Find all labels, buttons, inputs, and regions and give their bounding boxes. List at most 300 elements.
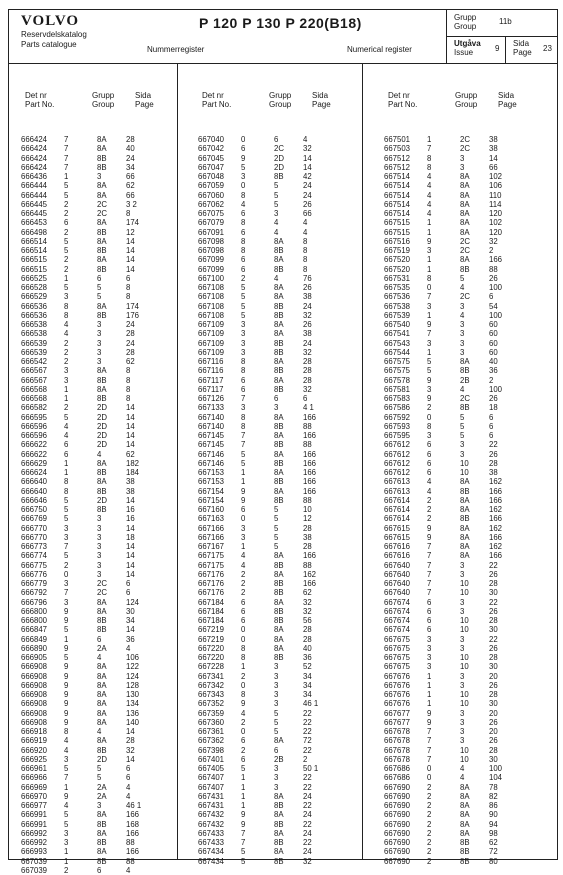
group-code: 3	[460, 680, 465, 690]
part-suffix: 7	[64, 773, 69, 783]
part-number: 667640	[384, 588, 411, 598]
group-code: 3	[460, 736, 465, 746]
group-code: 8B	[460, 264, 470, 274]
group-code: 3	[274, 671, 279, 681]
group-code: 8B	[274, 653, 284, 662]
part-suffix: 0	[241, 680, 246, 690]
part-number: 667039	[21, 865, 48, 875]
part-number: 667146	[198, 458, 225, 468]
part-suffix: 6	[241, 264, 246, 274]
part-suffix: 5	[64, 625, 69, 635]
page-number: 26	[489, 449, 498, 459]
group-code: 8A	[97, 301, 107, 311]
part-number: 666640	[21, 477, 48, 487]
part-suffix: 2	[427, 801, 432, 810]
part-suffix: 7	[427, 569, 432, 579]
page-number: 88	[303, 421, 312, 431]
page-number: 34	[303, 680, 312, 690]
part-number: 667175	[198, 560, 225, 570]
part-header-en: Part No.	[25, 100, 55, 109]
group-code: 6	[274, 394, 279, 403]
part-number: 667184	[198, 616, 225, 625]
page-number: 4	[303, 227, 308, 237]
part-number: 666424	[21, 162, 48, 172]
group-code: 8B	[460, 366, 470, 376]
group-code: 8B	[274, 301, 284, 311]
page-number: 6	[489, 292, 494, 302]
group-code: 8A	[274, 791, 284, 801]
group-code: 3	[460, 329, 465, 339]
page-number: 120	[489, 227, 503, 237]
part-number: 666770	[21, 532, 48, 542]
group-code: 10	[460, 745, 469, 755]
part-suffix: 1	[427, 255, 432, 265]
group-code: 4	[97, 449, 102, 459]
part-number: 666769	[21, 514, 48, 524]
part-number: 667690	[384, 782, 411, 792]
part-suffix: 7	[241, 440, 246, 450]
group-code: 8A	[274, 320, 284, 329]
group-code: 2C	[97, 588, 107, 598]
part-suffix: 9	[64, 791, 69, 801]
part-number: 667677	[384, 717, 411, 727]
page-number: 90	[489, 810, 498, 820]
part-suffix: 5	[241, 458, 246, 468]
group-code: 10	[460, 653, 469, 662]
part-suffix: 4	[241, 199, 246, 209]
part-number: 666515	[21, 255, 48, 265]
page-number: 28	[489, 745, 498, 755]
part-number: 666919	[21, 736, 48, 746]
part-suffix: 4	[64, 801, 69, 810]
part-number: 667503	[384, 144, 411, 154]
group-code: 5	[274, 717, 279, 727]
group-code: 8A	[274, 283, 284, 292]
part-suffix: 7	[64, 588, 69, 598]
part-number: 667615	[384, 532, 411, 542]
page-number: 22	[489, 440, 498, 450]
part-suffix: 4	[64, 320, 69, 329]
part-number: 667676	[384, 671, 411, 681]
part-number: 667099	[198, 255, 225, 265]
page-number: 88	[126, 838, 135, 847]
part-suffix: 0	[427, 412, 432, 422]
page-number: 8	[126, 375, 131, 385]
page-number: 30	[489, 625, 498, 635]
part-suffix: 4	[64, 421, 69, 431]
group-code: 8A	[97, 606, 107, 616]
group-code: 8A	[274, 431, 284, 440]
group-code: 8A	[97, 680, 107, 690]
group-code: 8A	[460, 199, 470, 209]
group-code: 3	[460, 440, 465, 450]
page-number: 62	[126, 357, 135, 366]
part-suffix: 1	[241, 542, 246, 551]
group-code: 8A	[460, 190, 470, 200]
column-header-part	[388, 91, 417, 109]
group-code: 5	[460, 273, 465, 283]
part-suffix: 1	[427, 671, 432, 681]
page-number: 78	[489, 782, 498, 792]
group-code: 8A	[274, 236, 284, 246]
part-number: 666582	[21, 403, 48, 413]
group-code: 2D	[97, 495, 107, 505]
part-number: 667045	[198, 153, 225, 163]
part-number: 667342	[198, 680, 225, 690]
part-suffix: 6	[427, 449, 432, 459]
page-number: 176	[126, 310, 140, 320]
part-suffix: 1	[427, 310, 432, 320]
group-code: 10	[460, 458, 469, 468]
group-code: 2D	[97, 431, 107, 440]
page-number: 82	[489, 791, 498, 801]
group-code: 4	[97, 727, 102, 736]
page-number: 24	[303, 338, 312, 348]
page-number: 46 1	[126, 801, 142, 810]
part-number: 666992	[21, 838, 48, 847]
part-number: 667612	[384, 468, 411, 477]
page-number: 8	[303, 246, 308, 255]
page-number: 60	[489, 320, 498, 329]
group-code: 10	[460, 625, 469, 635]
page-number: 166	[303, 579, 317, 588]
part-suffix: 3	[241, 532, 246, 542]
group-code: 2C	[460, 144, 470, 154]
group-code: 8B	[97, 310, 107, 320]
group-code: 8A	[97, 708, 107, 718]
group-code: 8A	[274, 569, 284, 579]
page-number: 14	[489, 153, 498, 163]
part-number: 666796	[21, 597, 48, 607]
group-code: 3	[274, 209, 279, 218]
group-label-en: Group	[454, 22, 477, 31]
group-code: 3	[460, 449, 465, 459]
page-number: 66	[303, 209, 312, 218]
group-code: 3	[97, 523, 102, 533]
part-suffix: 3	[241, 523, 246, 533]
part-suffix: 6	[241, 505, 246, 514]
group-code: 3	[460, 671, 465, 681]
part-number: 667166	[198, 523, 225, 533]
page-number: 34	[303, 690, 312, 699]
issue-box	[446, 36, 506, 63]
page-number: 22	[303, 819, 312, 829]
part-suffix: 3	[427, 653, 432, 662]
part-suffix: 8	[241, 366, 246, 376]
part-number: 667575	[384, 357, 411, 366]
part-suffix: 6	[241, 209, 246, 218]
part-suffix: 7	[427, 560, 432, 570]
part-suffix: 3	[427, 384, 432, 394]
register-column-2	[188, 63, 360, 866]
part-number: 667176	[198, 569, 225, 579]
group-code: 10	[460, 579, 469, 588]
page-number: 28	[489, 616, 498, 625]
group-code: 6	[97, 865, 102, 875]
part-suffix: 2	[64, 255, 69, 265]
part-suffix: 2	[427, 810, 432, 820]
page-number: 28	[489, 458, 498, 468]
page-number: 22	[303, 801, 312, 810]
part-suffix: 6	[241, 144, 246, 154]
group-code: 8B	[274, 495, 284, 505]
part-suffix: 1	[427, 699, 432, 709]
part-suffix: 7	[64, 162, 69, 172]
page-number: 166	[489, 255, 503, 265]
part-number: 666624	[21, 468, 48, 477]
part-suffix: 7	[427, 329, 432, 339]
page-number: 6	[489, 431, 494, 440]
group-code: 2B	[274, 754, 284, 764]
group-code: 2C	[460, 135, 470, 144]
part-number: 667640	[384, 569, 411, 579]
part-number: 667690	[384, 838, 411, 847]
page-number: 24	[303, 810, 312, 820]
page-number: 134	[126, 699, 140, 709]
part-number: 667133	[198, 403, 225, 413]
part-number: 666970	[21, 791, 48, 801]
page-number: 14	[126, 255, 135, 265]
page-number: 22	[303, 745, 312, 755]
column-header-group	[92, 91, 114, 109]
part-number: 667432	[198, 819, 225, 829]
part-suffix: 5	[64, 764, 69, 773]
part-suffix: 9	[64, 680, 69, 690]
group-code: 2C	[97, 199, 107, 209]
page-number: 34	[126, 616, 135, 625]
page-label-en: Page	[513, 48, 532, 57]
page-header-en: Page	[312, 100, 331, 109]
part-number: 666908	[21, 717, 48, 727]
part-number: 666908	[21, 680, 48, 690]
part-suffix: 4	[241, 551, 246, 561]
part-number: 667099	[198, 264, 225, 274]
page-number: 62	[489, 838, 498, 847]
group-code: 8A	[460, 542, 470, 551]
page-number: 26	[303, 283, 312, 292]
part-number: 667675	[384, 653, 411, 662]
part-number: 666908	[21, 708, 48, 718]
part-suffix: 1	[64, 856, 69, 866]
part-suffix: 6	[241, 606, 246, 616]
part-suffix: 4	[427, 209, 432, 218]
group-code: 3	[274, 403, 279, 413]
group-code: 5	[97, 773, 102, 783]
page-number: 168	[126, 819, 140, 829]
part-suffix: 8	[241, 190, 246, 200]
group-code: 8A	[274, 828, 284, 838]
part-suffix: 5	[241, 283, 246, 292]
part-suffix: 4	[427, 477, 432, 487]
part-number: 667676	[384, 699, 411, 709]
part-number: 667514	[384, 181, 411, 191]
group-code: 5	[97, 283, 102, 292]
part-suffix: 3	[64, 597, 69, 607]
page-number: 174	[126, 218, 140, 228]
group-code: 6	[274, 745, 279, 755]
group-code: 4	[460, 764, 465, 773]
page-number: 100	[489, 283, 503, 292]
page-number: 24	[303, 301, 312, 311]
part-number: 667690	[384, 847, 411, 857]
part-number: 667540	[384, 320, 411, 329]
group-code: 8A	[97, 690, 107, 699]
page-number: 26	[489, 736, 498, 746]
group-code: 8B	[274, 172, 284, 181]
page-number: 166	[303, 477, 317, 487]
page-number: 6	[126, 588, 131, 598]
page-number: 124	[126, 597, 140, 607]
group-code: 8B	[97, 505, 107, 514]
part-number: 667536	[384, 292, 411, 302]
part-suffix: 7	[241, 394, 246, 403]
part-number: 667593	[384, 421, 411, 431]
part-number: 666925	[21, 754, 48, 764]
page-number: 72	[303, 736, 312, 746]
part-suffix: 9	[64, 616, 69, 625]
part-number: 667514	[384, 172, 411, 181]
part-suffix: 9	[64, 643, 69, 653]
part-number: 667433	[198, 828, 225, 838]
group-code: 8B	[274, 246, 284, 255]
part-suffix: 3	[64, 523, 69, 533]
part-number: 667108	[198, 292, 225, 302]
part-suffix: 7	[241, 838, 246, 847]
page-number: 2	[489, 246, 494, 255]
part-suffix: 0	[241, 181, 246, 191]
group-code: 2D	[274, 162, 284, 172]
part-number: 666528	[21, 283, 48, 292]
part-number: 667433	[198, 838, 225, 847]
group-code: 8B	[460, 838, 470, 847]
part-number: 667153	[198, 468, 225, 477]
part-number: 666629	[21, 458, 48, 468]
page-number: 6	[489, 412, 494, 422]
page-number: 166	[126, 847, 140, 857]
group-code: 8A	[97, 736, 107, 746]
part-number: 666977	[21, 801, 48, 810]
part-number: 667042	[198, 144, 225, 154]
group-code: 8A	[274, 292, 284, 302]
group-code: 3	[460, 597, 465, 607]
part-number: 667109	[198, 320, 225, 329]
part-suffix: 7	[427, 745, 432, 755]
part-suffix: 2	[64, 264, 69, 274]
page-header-sv: Sida	[498, 91, 515, 100]
page-number: 24	[303, 181, 312, 191]
part-suffix: 2	[427, 782, 432, 792]
part-number: 666779	[21, 579, 48, 588]
group-code: 8B	[460, 486, 470, 496]
part-number: 666800	[21, 606, 48, 616]
part-number: 667075	[198, 209, 225, 218]
page-number: 34	[126, 162, 135, 172]
column-header-page	[135, 91, 154, 109]
part-number: 667616	[384, 551, 411, 561]
group-code: 3	[274, 764, 279, 773]
group-header-en: Group	[92, 100, 115, 109]
page-number: 6	[126, 579, 131, 588]
page-number: 30	[489, 662, 498, 672]
part-number: 667676	[384, 690, 411, 699]
part-suffix: 5	[64, 505, 69, 514]
group-code: 8A	[460, 357, 470, 366]
part-number: 667613	[384, 486, 411, 496]
group-code: 8B	[274, 579, 284, 588]
page-number: 14	[126, 523, 135, 533]
part-suffix: 0	[241, 727, 246, 736]
group-code: 5	[460, 421, 465, 431]
page-number: 166	[489, 532, 503, 542]
group-header-sv: Grupp	[455, 91, 478, 100]
register-column-1	[21, 63, 173, 875]
page-number: 106	[126, 653, 140, 662]
group-code: 2B	[460, 375, 470, 385]
page-number: 102	[489, 172, 503, 181]
part-suffix: 5	[64, 246, 69, 255]
part-suffix: 5	[64, 819, 69, 829]
part-number: 667674	[384, 606, 411, 616]
page-number: 22	[489, 634, 498, 644]
part-suffix: 3	[64, 366, 69, 376]
part-suffix: 1	[427, 690, 432, 699]
page-number: 100	[489, 764, 503, 773]
page-number: 6	[126, 273, 131, 283]
part-number: 667538	[384, 301, 411, 311]
part-suffix: 6	[427, 606, 432, 616]
group-code: 8B	[460, 856, 470, 866]
part-number: 667048	[198, 172, 225, 181]
part-number: 667398	[198, 745, 225, 755]
group-code: 8A	[97, 828, 107, 838]
page-number: 94	[489, 819, 498, 829]
page-number: 14	[126, 246, 135, 255]
catalog-title-en: Parts catalogue	[21, 40, 77, 49]
part-number: 667100	[198, 273, 225, 283]
page-frame	[8, 9, 558, 875]
brand-logo: VOLVO	[21, 13, 80, 29]
part-suffix: 4	[64, 431, 69, 440]
part-suffix: 3	[64, 838, 69, 847]
part-suffix: 3	[64, 375, 69, 385]
group-code: 8A	[460, 227, 470, 237]
part-number: 667686	[384, 773, 411, 783]
part-number: 667040	[198, 135, 225, 144]
part-number: 666498	[21, 227, 48, 237]
group-code: 5	[274, 523, 279, 533]
page-number: 26	[489, 273, 498, 283]
page-number: 166	[489, 551, 503, 561]
group-code: 4	[460, 283, 465, 292]
page-number: 114	[489, 199, 502, 209]
page-number: 106	[489, 181, 503, 191]
group-code: 8A	[274, 255, 284, 265]
group-code: 5	[274, 727, 279, 736]
part-suffix: 1	[241, 801, 246, 810]
group-code: 2D	[97, 403, 107, 413]
group-code: 8B	[460, 514, 470, 524]
group-code: 3	[274, 690, 279, 699]
part-suffix: 9	[427, 708, 432, 718]
part-suffix: 1	[64, 782, 69, 792]
group-code: 4	[460, 310, 465, 320]
part-number: 667184	[198, 606, 225, 616]
part-number: 667407	[198, 782, 225, 792]
part-suffix: 3	[241, 320, 246, 329]
part-suffix: 8	[427, 273, 432, 283]
part-suffix: 8	[241, 653, 246, 662]
page-number: 32	[303, 597, 312, 607]
